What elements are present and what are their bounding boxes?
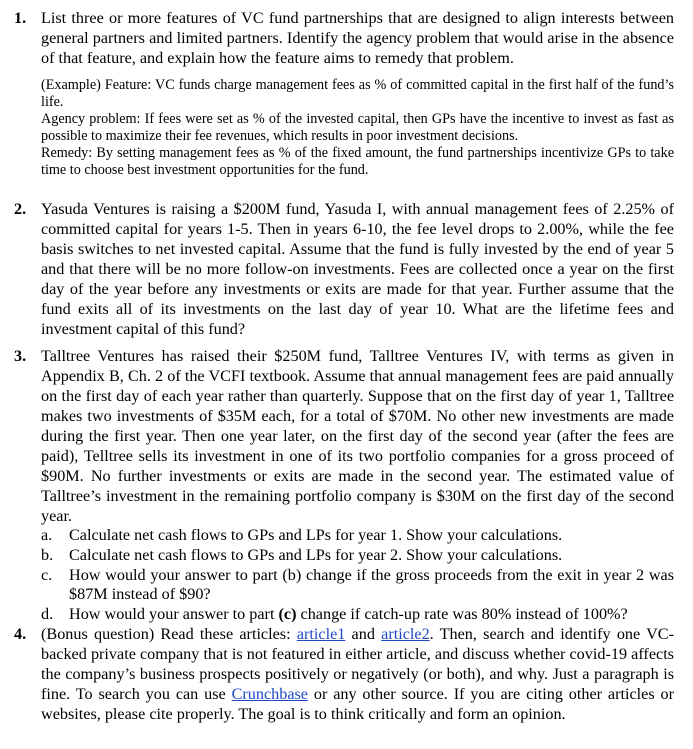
question-text-part: or any other source. If you are citing other articles or websites, please cite properly. The goal is to think critically and form an opinion. xyxy=(41,685,674,723)
question-text-part: and xyxy=(345,625,382,643)
crunchbase-link[interactable]: Crunchbase xyxy=(231,685,308,703)
example-feature: (Example) Feature: VC funds charge management fees as % of committed capital in the first half of the fund’s life. xyxy=(41,77,674,110)
sub-question-b xyxy=(41,546,674,565)
sub-question-letter: c. xyxy=(41,566,53,584)
question-text: List three or more features of VC fund partnerships that are designed to align interests between general partners and limited partners. Identify the agency problem that would arise in the absence of that feature, and explain how the feature aims to remedy that problem. xyxy=(41,9,674,67)
question-text-part: . Then, search and identify one VC-backed private company that is not featured in either article, and discuss whether covid-19 affects the company’s business prospects positively or negatively (or both), and why. Just a paragraph is fine. To search you can use xyxy=(41,625,674,703)
sub-question-letter: d. xyxy=(41,605,54,623)
article1-link[interactable]: article1 xyxy=(296,625,346,643)
question-number: 2. xyxy=(14,200,27,218)
sub-question-bold-ref: (c) xyxy=(278,605,297,623)
question-text: Talltree Ventures has raised their $250M fund, Talltree Ventures IV, with terms as given in Appendix B, Ch. 2 of the VCFI textbook. Assume that annual management fees are paid annually on the first day of each year rather than quarterly. Suppose that on the first day of year 1, Talltree makes two investments of $35M each, for a total of $70M. No other new investments are made during the first year. Then one year later, on the first day of the second year (after the fees are paid), Telltree sells its investment in one of its two portfolio companies for a gross proceed of $90M. No further investments or exits are made in the second year. The estimated value of Talltree’s investment in the remaining portfolio company is $30M on the first day of the second year. xyxy=(41,347,674,525)
question-4 xyxy=(14,624,674,724)
question-text xyxy=(41,624,674,724)
question-number: 1. xyxy=(14,9,27,27)
question-text: Yasuda Ventures is raising a $200M fund, Yasuda I, with annual management fees of 2.25% of committed capital for years 1-5. Then in years 6-10, the fee level drops to 2.00%, while the fee basis switches to net invested capital. Assume that the fund is fully invested by the end of year 5 and that there will be no more follow-on investments. Fees are collected once a year on the first day of the year before any investments or exits are made for that year. Further assume that the fund exits all of its investments on the last day of year 10. What are the lifetime fees and investment capital of this fund? xyxy=(41,200,674,338)
sub-question-a xyxy=(41,526,674,545)
example-remedy: Remedy: By setting management fees as % of the fixed amount, the fund partnerships incentivize GPs to take time to choose best investment opportunities for the fund. xyxy=(41,145,674,178)
sub-question-letter: a. xyxy=(41,526,53,544)
article2-link[interactable]: article2 xyxy=(381,625,430,643)
question-3 xyxy=(14,346,674,625)
question-text-part: (Bonus question) Read these articles: xyxy=(41,625,297,643)
sub-question-c xyxy=(41,566,674,604)
sub-question-text-before: How would your answer to part xyxy=(69,605,279,623)
example-block xyxy=(41,77,674,179)
sub-question-letter: b. xyxy=(41,546,54,564)
question-2 xyxy=(14,199,674,339)
sub-question-list xyxy=(41,526,674,624)
example-agency-problem: Agency problem: If fees were set as % of the invested capital, then GPs have the incentive to invest as fast as possible to maximize their fee revenues, which results in poor investment decisions. xyxy=(41,111,674,144)
question-number: 3. xyxy=(14,347,27,365)
question-number: 4. xyxy=(14,625,27,643)
sub-question-text: How would your answer to part (b) change if the gross proceeds from the exit in year 2 was $87M instead of $90? xyxy=(69,566,674,603)
sub-question-text-after: change if catch-up rate was 80% instead of 100%? xyxy=(296,605,628,623)
sub-question-d xyxy=(41,605,674,624)
sub-question-text: Calculate net cash flows to GPs and LPs for year 1. Show your calculations. xyxy=(69,526,563,544)
question-1 xyxy=(14,8,674,179)
sub-question-text: Calculate net cash flows to GPs and LPs for year 2. Show your calculations. xyxy=(69,546,563,564)
